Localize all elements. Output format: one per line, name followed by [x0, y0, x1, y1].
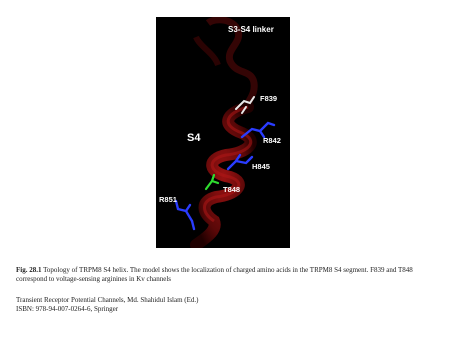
source-isbn-line: ISBN: 978-94-007-0264-6, Springer — [16, 305, 119, 313]
caption-figure-number: Fig. 28.1 — [16, 266, 42, 274]
residue-label-r842: R842 — [263, 136, 281, 145]
linker-label: S3-S4 linker — [228, 25, 274, 34]
residue-label-t848: T848 — [223, 185, 241, 194]
protein-structure-figure — [156, 17, 290, 248]
residue-r851-sidechain — [176, 201, 194, 229]
source-book-line: Transient Receptor Potential Channels, Md. Shahidul Islam (Ed.) — [16, 296, 199, 304]
residue-label-f839: F839 — [260, 94, 278, 103]
caption-text: Topology of TRPM8 S4 helix. The model shows the localization of charged amino acids in the TRPM8 S4 segment. F839 and T848 correspond to voltage-sensing arginines in Kv channels — [16, 266, 413, 283]
figure-caption — [16, 266, 440, 284]
source-citation — [16, 296, 440, 314]
residue-label-h845: H845 — [252, 162, 270, 171]
helix-label: S4 — [187, 132, 201, 144]
helix-render — [156, 17, 290, 248]
residue-label-r851: R851 — [159, 195, 177, 204]
